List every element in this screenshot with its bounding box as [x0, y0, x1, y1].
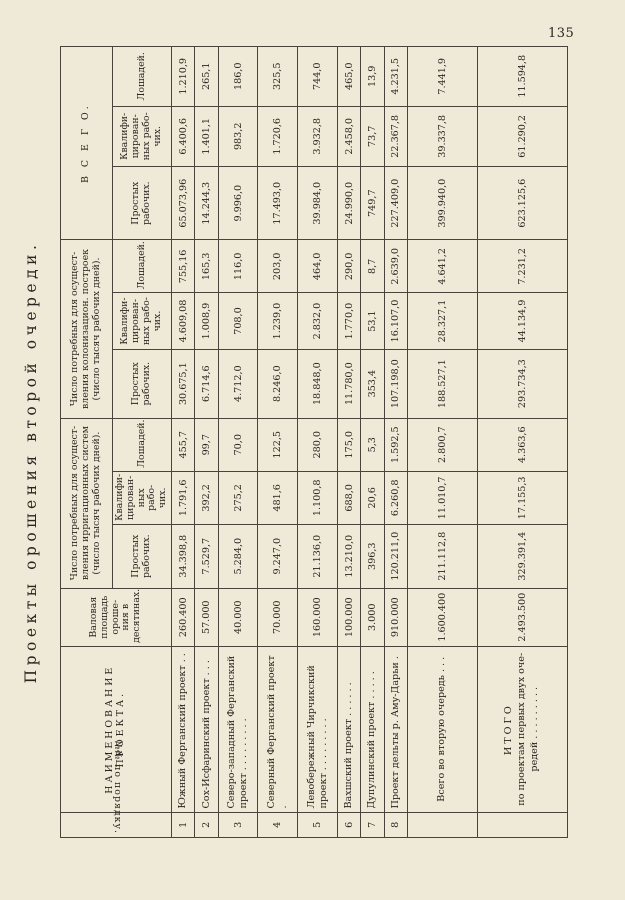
- header-name: НАИМЕНОВАНИЕ ПРОЕКТА.: [61, 646, 172, 812]
- cell-col-horses: 290,0: [337, 240, 360, 293]
- grand-total-irr-horses: 4.363,6: [478, 418, 568, 471]
- page-title: Проекты орошения второй очереди.: [22, 240, 40, 684]
- cell-name: Южный Ферганский проект . .: [172, 646, 195, 812]
- cell-col-horses: 203,0: [258, 240, 298, 293]
- cell-name: Вахшский проект . . . . . .: [337, 646, 360, 812]
- table-row: [218, 47, 258, 838]
- cell-name: Сох-Исфаринский проект . . .: [195, 646, 218, 812]
- cell-col-horses: 464,0: [298, 240, 338, 293]
- cell-irr-skilled: 6.260,8: [384, 471, 407, 524]
- subtotal-tot-horses: 7.441,9: [408, 47, 478, 107]
- cell-tot-horses: 265,1: [195, 47, 218, 107]
- header-irr-skilled: Квалифи- цирован- ных рабо- чих.: [113, 471, 172, 524]
- cell-num: 8: [384, 812, 407, 837]
- cell-area: 160.000: [298, 588, 338, 646]
- cell-tot-simple: 749,7: [361, 167, 384, 240]
- cell-num: 3: [218, 812, 258, 837]
- cell-col-simple: 6.714,6: [195, 349, 218, 418]
- cell-irr-simple: 120.211,0: [384, 524, 407, 588]
- cell-tot-skilled: 983,2: [218, 106, 258, 167]
- cell-name: Проект дельты р. Аму-Дарьи .: [384, 646, 407, 812]
- cell-irr-horses: 122,5: [258, 418, 298, 471]
- cell-name: Дупулинский проект . . . . .: [361, 646, 384, 812]
- cell-num: 6: [337, 812, 360, 837]
- cell-irr-skilled: 688,0: [337, 471, 360, 524]
- cell-irr-simple: 7.529,7: [195, 524, 218, 588]
- cell-tot-skilled: 1.720,6: [258, 106, 298, 167]
- subtotal-irr-skilled: 11.010,7: [408, 471, 478, 524]
- cell-area: 70.000: [258, 588, 298, 646]
- cell-col-horses: 116,0: [218, 240, 258, 293]
- cell-num: 1: [172, 812, 195, 837]
- cell-col-simple: 4.712,0: [218, 349, 258, 418]
- cell-col-simple: 18.848,0: [298, 349, 338, 418]
- projects-table: [60, 46, 568, 838]
- cell-tot-horses: 1.210,9: [172, 47, 195, 107]
- grand-total-subtitle: по проектам первых двух оче- редей . . . . . . . . .: [516, 652, 540, 806]
- header-area: Валовая площадь ороше- ния в десятинах.: [61, 588, 172, 646]
- cell-num: 7: [361, 812, 384, 837]
- header-tot-skilled: Квалифи- цирован- ных рабо- чих.: [113, 106, 172, 167]
- cell-col-horses: 755,16: [172, 240, 195, 293]
- cell-num: 5: [298, 812, 338, 837]
- cell-irr-horses: 1.592,5: [384, 418, 407, 471]
- cell-irr-horses: 70,0: [218, 418, 258, 471]
- cell-area: 3.000: [361, 588, 384, 646]
- cell-irr-skilled: 481,6: [258, 471, 298, 524]
- cell-name: Северо-западный Ферганский проект . . . . . . . . .: [218, 646, 258, 812]
- cell-name: Северный Ферганский проект .: [258, 646, 298, 812]
- cell-col-skilled: 1.008,9: [195, 293, 218, 349]
- cell-col-skilled: 4.609,08: [172, 293, 195, 349]
- header-col-simple: Простых рабочих.: [113, 349, 172, 418]
- cell-tot-horses: 744,0: [298, 47, 338, 107]
- cell-col-simple: 107.198,0: [384, 349, 407, 418]
- subtotal-tot-skilled: 39.337,8: [408, 106, 478, 167]
- cell-tot-horses: 186,0: [218, 47, 258, 107]
- table-row: [384, 47, 407, 838]
- header-col-horses: Лошадей.: [113, 240, 172, 293]
- grand-total-label: [478, 646, 568, 812]
- table-viewport: [60, 46, 568, 838]
- cell-tot-simple: 65.073,96: [172, 167, 195, 240]
- cell-col-horses: 2.639,0: [384, 240, 407, 293]
- cell-col-simple: 30.675,1: [172, 349, 195, 418]
- cell-col-horses: 8,7: [361, 240, 384, 293]
- table-row: [298, 47, 338, 838]
- subtotal-label: Всего во вторую очередь . . .: [408, 646, 478, 812]
- table-row: [258, 47, 298, 838]
- subtotal-col-skilled: 28.327,1: [408, 293, 478, 349]
- cell-tot-simple: 39.984,0: [298, 167, 338, 240]
- cell-tot-simple: 9.996,0: [218, 167, 258, 240]
- subtotal-area: 1.600.400: [408, 588, 478, 646]
- cell-tot-horses: 325,5: [258, 47, 298, 107]
- cell-area: 910.000: [384, 588, 407, 646]
- header-tot-horses: Лошадей.: [113, 47, 172, 107]
- page-number: 135: [548, 26, 575, 41]
- cell-col-skilled: 708,0: [218, 293, 258, 349]
- cell-tot-simple: 24.990,0: [337, 167, 360, 240]
- cell-col-skilled: 16.107,0: [384, 293, 407, 349]
- cell-irr-simple: 13.210,0: [337, 524, 360, 588]
- grand-total-col-horses: 7.231,2: [478, 240, 568, 293]
- subtotal-col-simple: 188.527,1: [408, 349, 478, 418]
- header-irr-simple: Простых рабочих.: [113, 524, 172, 588]
- grand-total-row: [478, 47, 568, 838]
- cell-tot-skilled: 2.458,0: [337, 106, 360, 167]
- cell-tot-skilled: 22.367,8: [384, 106, 407, 167]
- cell-irr-simple: 21.136,0: [298, 524, 338, 588]
- grand-total-tot-horses: 11.594,8: [478, 47, 568, 107]
- cell-col-skilled: 1.239,0: [258, 293, 298, 349]
- subtotal-col-horses: 4.641,2: [408, 240, 478, 293]
- cell-irr-skilled: 1.791,6: [172, 471, 195, 524]
- cell-irr-simple: 34.398,8: [172, 524, 195, 588]
- cell-irr-horses: 175,0: [337, 418, 360, 471]
- header-num: №№ по порядку.: [61, 812, 172, 837]
- grand-total-tot-simple: 623.125,6: [478, 167, 568, 240]
- cell-irr-skilled: 392,2: [195, 471, 218, 524]
- cell-tot-skilled: 73,7: [361, 106, 384, 167]
- header-col-skilled: Квалифи- цирован- ных рабо- чих.: [113, 293, 172, 349]
- cell-col-skilled: 1.770,0: [337, 293, 360, 349]
- cell-col-simple: 11.780,0: [337, 349, 360, 418]
- grand-total-irr-skilled: 17.155,3: [478, 471, 568, 524]
- grand-total-heading: ИТОГО: [503, 703, 515, 756]
- cell-irr-skilled: 20,6: [361, 471, 384, 524]
- subtotal-irr-horses: 2.800,7: [408, 418, 478, 471]
- header-tot-simple: Простых рабочих.: [113, 167, 172, 240]
- header-irr-horses: Лошадей.: [113, 418, 172, 471]
- cell-irr-simple: 5.284,0: [218, 524, 258, 588]
- table-row: [172, 47, 195, 838]
- cell-area: 57.000: [195, 588, 218, 646]
- cell-irr-horses: 5,3: [361, 418, 384, 471]
- cell-col-skilled: 2.832,0: [298, 293, 338, 349]
- cell-tot-horses: 13,9: [361, 47, 384, 107]
- subtotal-irr-simple: 211.112,8: [408, 524, 478, 588]
- cell-col-simple: 353,4: [361, 349, 384, 418]
- subtotal-tot-simple: 399.940,0: [408, 167, 478, 240]
- cell-irr-horses: 455,7: [172, 418, 195, 471]
- cell-tot-horses: 4.231,5: [384, 47, 407, 107]
- cell-num: 2: [195, 812, 218, 837]
- cell-area: 40.000: [218, 588, 258, 646]
- cell-tot-simple: 227.409,0: [384, 167, 407, 240]
- cell-irr-horses: 99,7: [195, 418, 218, 471]
- cell-num-empty: [478, 812, 568, 837]
- cell-num-empty: [408, 812, 478, 837]
- cell-irr-simple: 9.247,0: [258, 524, 298, 588]
- cell-col-horses: 165,3: [195, 240, 218, 293]
- cell-tot-horses: 465,0: [337, 47, 360, 107]
- cell-tot-simple: 17.493,0: [258, 167, 298, 240]
- subtotal-row: [408, 47, 478, 838]
- cell-irr-simple: 396,3: [361, 524, 384, 588]
- table-row: [361, 47, 384, 838]
- cell-tot-skilled: 6.400,6: [172, 106, 195, 167]
- cell-col-skilled: 53,1: [361, 293, 384, 349]
- cell-num: 4: [258, 812, 298, 837]
- header-group-total: В С Е Г О.: [61, 47, 113, 240]
- header-group-irrigation: Число потребных для осущест- вления ирригационных систем (число тысяч рабочих дней).: [61, 418, 113, 588]
- table-row: [337, 47, 360, 838]
- table-rotated: [60, 46, 568, 838]
- cell-tot-skilled: 1.401,1: [195, 106, 218, 167]
- cell-irr-horses: 280,0: [298, 418, 338, 471]
- cell-irr-skilled: 1.100,8: [298, 471, 338, 524]
- cell-tot-simple: 14.244,3: [195, 167, 218, 240]
- cell-irr-skilled: 275,2: [218, 471, 258, 524]
- cell-area: 100.000: [337, 588, 360, 646]
- grand-total-irr-simple: 329.391,4: [478, 524, 568, 588]
- header-row-1: [61, 47, 113, 838]
- cell-tot-skilled: 3.932,8: [298, 106, 338, 167]
- table-row: [195, 47, 218, 838]
- grand-total-col-skilled: 44.134,9: [478, 293, 568, 349]
- grand-total-col-simple: 293.734,3: [478, 349, 568, 418]
- cell-area: 260.400: [172, 588, 195, 646]
- cell-name: Левобережный Чирчикский проект . . . . . . . . .: [298, 646, 338, 812]
- header-group-colonization: Число потребных для осущест- вления колонизацион. построек (число тысяч рабочих дней).: [61, 240, 113, 418]
- cell-col-simple: 8.246,0: [258, 349, 298, 418]
- grand-total-area: 2.493.500: [478, 588, 568, 646]
- grand-total-tot-skilled: 61.290,2: [478, 106, 568, 167]
